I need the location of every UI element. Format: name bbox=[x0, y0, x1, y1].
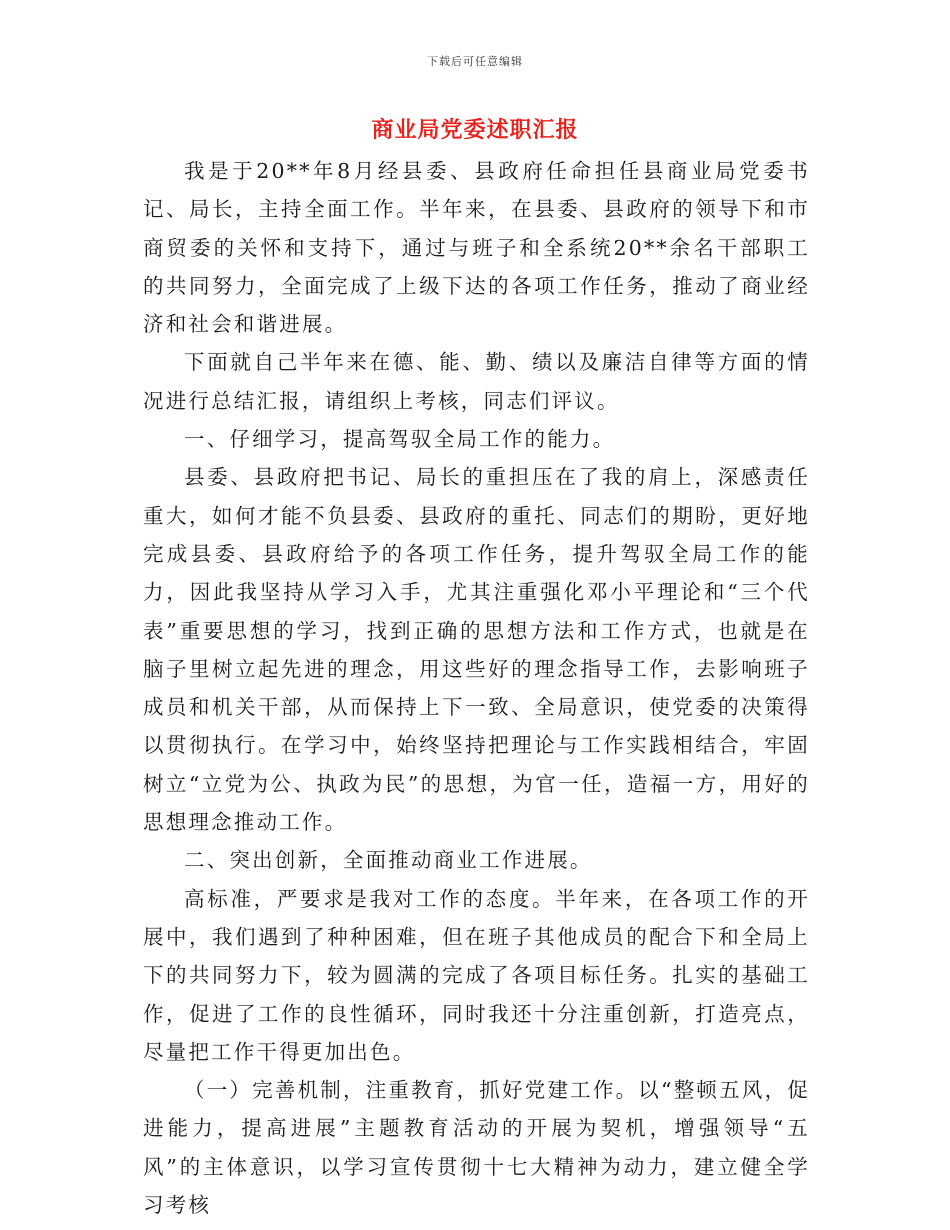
paragraph-party-building: （一）完善机制，注重教育，抓好党建工作。以“整顿五风，促进能力，提高进展”主题教育活动的开展为契机，增强领导“五风”的主体意识，以学习宣传贯彻十七大精神为动力，建立健全学习考核 bbox=[143, 1078, 810, 1218]
section-heading-2: 二、突出创新，全面推动商业工作进展。 bbox=[184, 848, 593, 873]
document-title: 商业局党委述职汇报 bbox=[371, 118, 579, 143]
section-heading-1: 一、仔细学习，提高驾驭全局工作的能力。 bbox=[184, 427, 616, 452]
paragraph-study: 县委、县政府把书记、局长的重担压在了我的肩上，深感责任重大，如何才能不负县委、县政府的重托、同志们的期盼，更好地完成县委、县政府给予的各项工作任务，提升驾驭全局工作的能力，因此我坚持从学习入手，尤其注重强化邓小平理论和“三个代表”重要思想的学习，找到正确的思想方法和工作方式，也就是在脑子里树立起先进的理念，用这些好的理念指导工作，去影响班子成员和机关干部，从而保持上下一致、全局意识，使党委的决策得以贯彻执行。在学习中，始终坚持把理论与工作实践相结合，牢固树立“立党为公、执政为民”的思想，为官一任，造福一方，用好的思想理念推动工作。 bbox=[143, 465, 810, 835]
page-header-note: 下载后可任意编辑 bbox=[427, 55, 523, 68]
paragraph-summary-intro: 下面就自己半年来在德、能、勤、绩以及廉洁自律等方面的情况进行总结汇报，请组织上考核，同志们评议。 bbox=[143, 350, 810, 413]
document-body bbox=[143, 152, 810, 1224]
paragraph-work-attitude: 高标准，严要求是我对工作的态度。半年来，在各项工作的开展中，我们遇到了种种困难，但在班子其他成员的配合下和全局上下的共同努力下，较为圆满的完成了各项目标任务。扎实的基础工作，促进了工作的良性循环，同时我还十分注重创新，打造亮点，尽量把工作干得更加出色。 bbox=[143, 886, 810, 1064]
paragraph-intro: 我是于20**年8月经县委、县政府任命担任县商业局党委书记、局长，主持全面工作。半年来，在县委、县政府的领导下和市商贸委的关怀和支持下，通过与班子和全系统20**余名干部职工的共同努力，全面完成了上级下达的各项工作任务，推动了商业经济和社会和谐进展。 bbox=[143, 159, 810, 337]
